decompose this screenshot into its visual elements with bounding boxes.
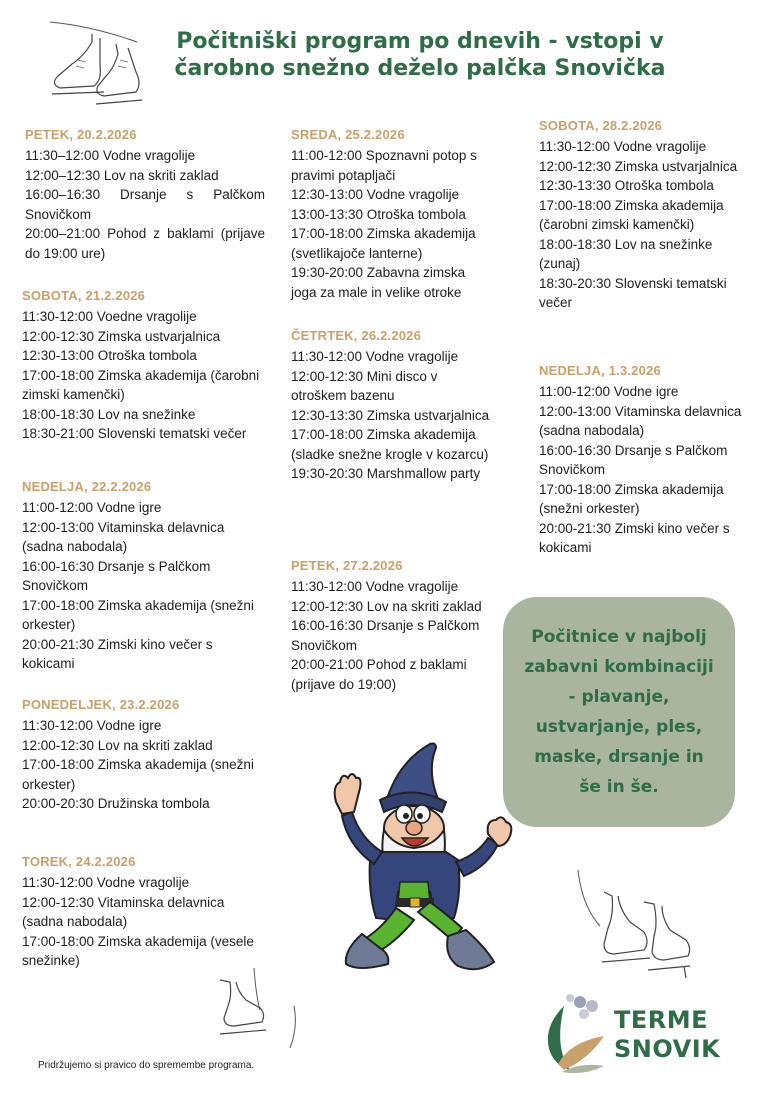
schedule-item: 18:30-21:00 Slovenski tematski večer: [22, 426, 247, 441]
ice-skates-illustration-bottom: [198, 966, 308, 1056]
schedule-item: 11:00-12:00 Vodne igre: [539, 384, 679, 399]
schedule-item: 16:00-16:30 Drsanje s Palčkom Snovičkom: [539, 442, 728, 477]
day-block-petek-20: [25, 126, 265, 263]
day-heading: SREDA, 25.2.2026: [291, 127, 405, 142]
schedule-item: 17:00-18:00 Zimska akademija (sladke snežne krogle v kozarcu): [291, 427, 489, 462]
schedule-item: 11:30-12:00 Voedne vragolije: [22, 309, 197, 324]
page-title: Počitniški program po dnevih - vstopi v čarobno snežno deželo palčka Snovička: [174, 29, 666, 81]
day-heading: SOBOTA, 28.2.2026: [539, 118, 663, 133]
day-heading: PONEDELJEK, 23.2.2026: [22, 697, 180, 712]
day-heading: NEDELJA, 22.2.2026: [22, 479, 152, 494]
day-block-cetrtek-26: [291, 327, 491, 484]
day-block-sobota-28: [539, 117, 749, 313]
schedule-item: 17:00-18:00 Zimska akademija (snežni orkester): [22, 757, 254, 792]
schedule-item: 11:30–12:00 Vodne vragolije: [25, 148, 196, 163]
schedule-item: 17:00-18:00 Zimska akademija (čarobni zimski kamenčki): [22, 367, 260, 402]
schedule-item: 17:00-18:00 Zimska akademija (svetlikajoče lanterne): [291, 226, 476, 261]
schedule-item: 20:00-21:30 Zimski kino večer s kokicami: [22, 636, 213, 671]
schedule-item: 12:00-12:30 Mini disco v otroškem bazenu: [291, 368, 438, 403]
day-heading: ČETRTEK, 26.2.2026: [291, 328, 422, 343]
schedule-item: 16:00-16:30 Drsanje s Palčkom Snovičkom: [22, 558, 211, 593]
schedule-item: 17:00-18:00 Zimska akademija (vesele snežinke): [22, 933, 254, 968]
schedule-item: 12:00-12:30 Zimska ustvarjalnica: [22, 328, 221, 344]
schedule-item: 12:00-12:30 Vitaminska delavnica (sadna nabodala): [22, 894, 225, 929]
schedule-item: 11:30-12:00 Vodne vragolije: [291, 579, 459, 594]
day-heading: SOBOTA, 21.2.2026: [22, 288, 146, 303]
schedule-item: 11:00-12:00 Spoznavni potop s pravimi potapljači: [291, 148, 477, 183]
schedule-item: 20:00-21:30 Zimski kino večer s kokicami: [539, 520, 730, 555]
day-block-nedelja-22: [22, 478, 262, 674]
schedule-item: 17:00-18:00 Zimska akademija (snežni orkester): [22, 597, 254, 632]
schedule-item: 12:00–12:30 Lov na skriti zaklad: [25, 167, 219, 183]
schedule-item: 18:00-18:30 Lov na snežinke (zunaj): [539, 236, 713, 271]
schedule-item: 11:30-12:00 Vodne vragolije: [539, 139, 707, 154]
schedule-item: 17:00-18:00 Zimska akademija (čarobni zimski kamenčki): [539, 197, 724, 232]
promo-box: [503, 597, 735, 827]
promo-text: Počitnice v najbolj zabavni kombinaciji - plavanje, ustvarjanje, ples, maske, drsanje in še in še.: [524, 627, 714, 797]
terme-snovik-logo: [540, 992, 740, 1076]
schedule-item: 13:00-13:30 Otroška tombola: [291, 206, 466, 222]
schedule-item: 12:00-12:30 Lov na skriti zaklad: [22, 737, 213, 753]
logo-leaf-icon: [540, 992, 612, 1076]
schedule-item: 12:30-13:00 Otroška tombola: [22, 348, 197, 363]
schedule-item: 19:30-20:00 Zabavna zimska joga za male in velike otroke: [291, 265, 466, 300]
schedule-item: 12:00-13:00 Vitaminska delavnica (sadna nabodala): [539, 403, 742, 438]
schedule-item: 18:30-20:30 Slovenski tematski večer: [539, 275, 727, 310]
day-block-sobota-21: [22, 287, 262, 444]
schedule-item: 12:00-12:30 Zimska ustvarjalnica: [539, 158, 738, 174]
schedule-item: 20:00-21:00 Pohod z baklami (prijave do 19:00): [291, 657, 467, 692]
schedule-item: 20:00-20:30 Družinska tombola: [22, 796, 210, 811]
schedule-item: 16:00-16:30 Drsanje s Palčkom Snovičkom: [291, 618, 480, 653]
schedule-item: 11:00-12:00 Vodne igre: [22, 500, 162, 515]
schedule-item: 12:30-13:00 Vodne vragolije: [291, 187, 460, 202]
logo-wordmark: [614, 1006, 720, 1064]
schedule-item: 11:30-12:00 Vodne vragolije: [22, 875, 190, 890]
schedule-item: 12:00-12:30 Lov na skriti zaklad: [291, 598, 482, 614]
day-block-nedelja-1: [539, 362, 749, 558]
schedule-item: 12:30-13:30 Zimska ustvarjalnica: [291, 407, 490, 423]
schedule-item: 17:00-18:00 Zimska akademija (snežni orkester): [539, 481, 724, 516]
logo-line-2: SNOVIK: [614, 1035, 721, 1063]
footer-note: Pridržujemo si pravico do spremembe programa.: [38, 1060, 255, 1071]
schedule-item: 11:30-12:00 Vodne igre: [22, 718, 162, 733]
schedule-item: 19:30-20:30 Marshmallow party: [291, 466, 481, 481]
day-heading: PETEK, 27.2.2026: [291, 558, 403, 573]
day-heading: PETEK, 20.2.2026: [25, 127, 137, 142]
gnome-mascot-illustration: [318, 742, 518, 982]
ice-skates-illustration-top: [32, 20, 142, 120]
schedule-item: 11:30-12:00 Vodne vragolije: [291, 349, 459, 364]
day-block-sreda-25: [291, 126, 491, 302]
logo-line-1: TERME: [614, 1006, 709, 1034]
day-block-torek-24: [22, 853, 262, 971]
schedule-item: 12:00-13:00 Vitaminska delavnica (sadna nabodala): [22, 519, 225, 554]
schedule-item: 12:30-13:30 Otroška tombola: [539, 178, 714, 193]
schedule-item: 18:00-18:30 Lov na snežinke: [22, 406, 196, 422]
day-heading: TOREK, 24.2.2026: [22, 854, 136, 869]
day-heading: NEDELJA, 1.3.2026: [539, 363, 661, 378]
schedule-item: 16:00–16:30 Drsanje s Palčkom Snovičkom: [25, 187, 265, 222]
day-block-petek-27: [291, 557, 491, 694]
ice-skates-illustration-right: [574, 866, 694, 981]
schedule-item: 20:00–21:00 Pohod z baklami (prijave do 19:00 ure): [25, 226, 265, 261]
day-block-ponedeljek-23: [22, 696, 262, 814]
